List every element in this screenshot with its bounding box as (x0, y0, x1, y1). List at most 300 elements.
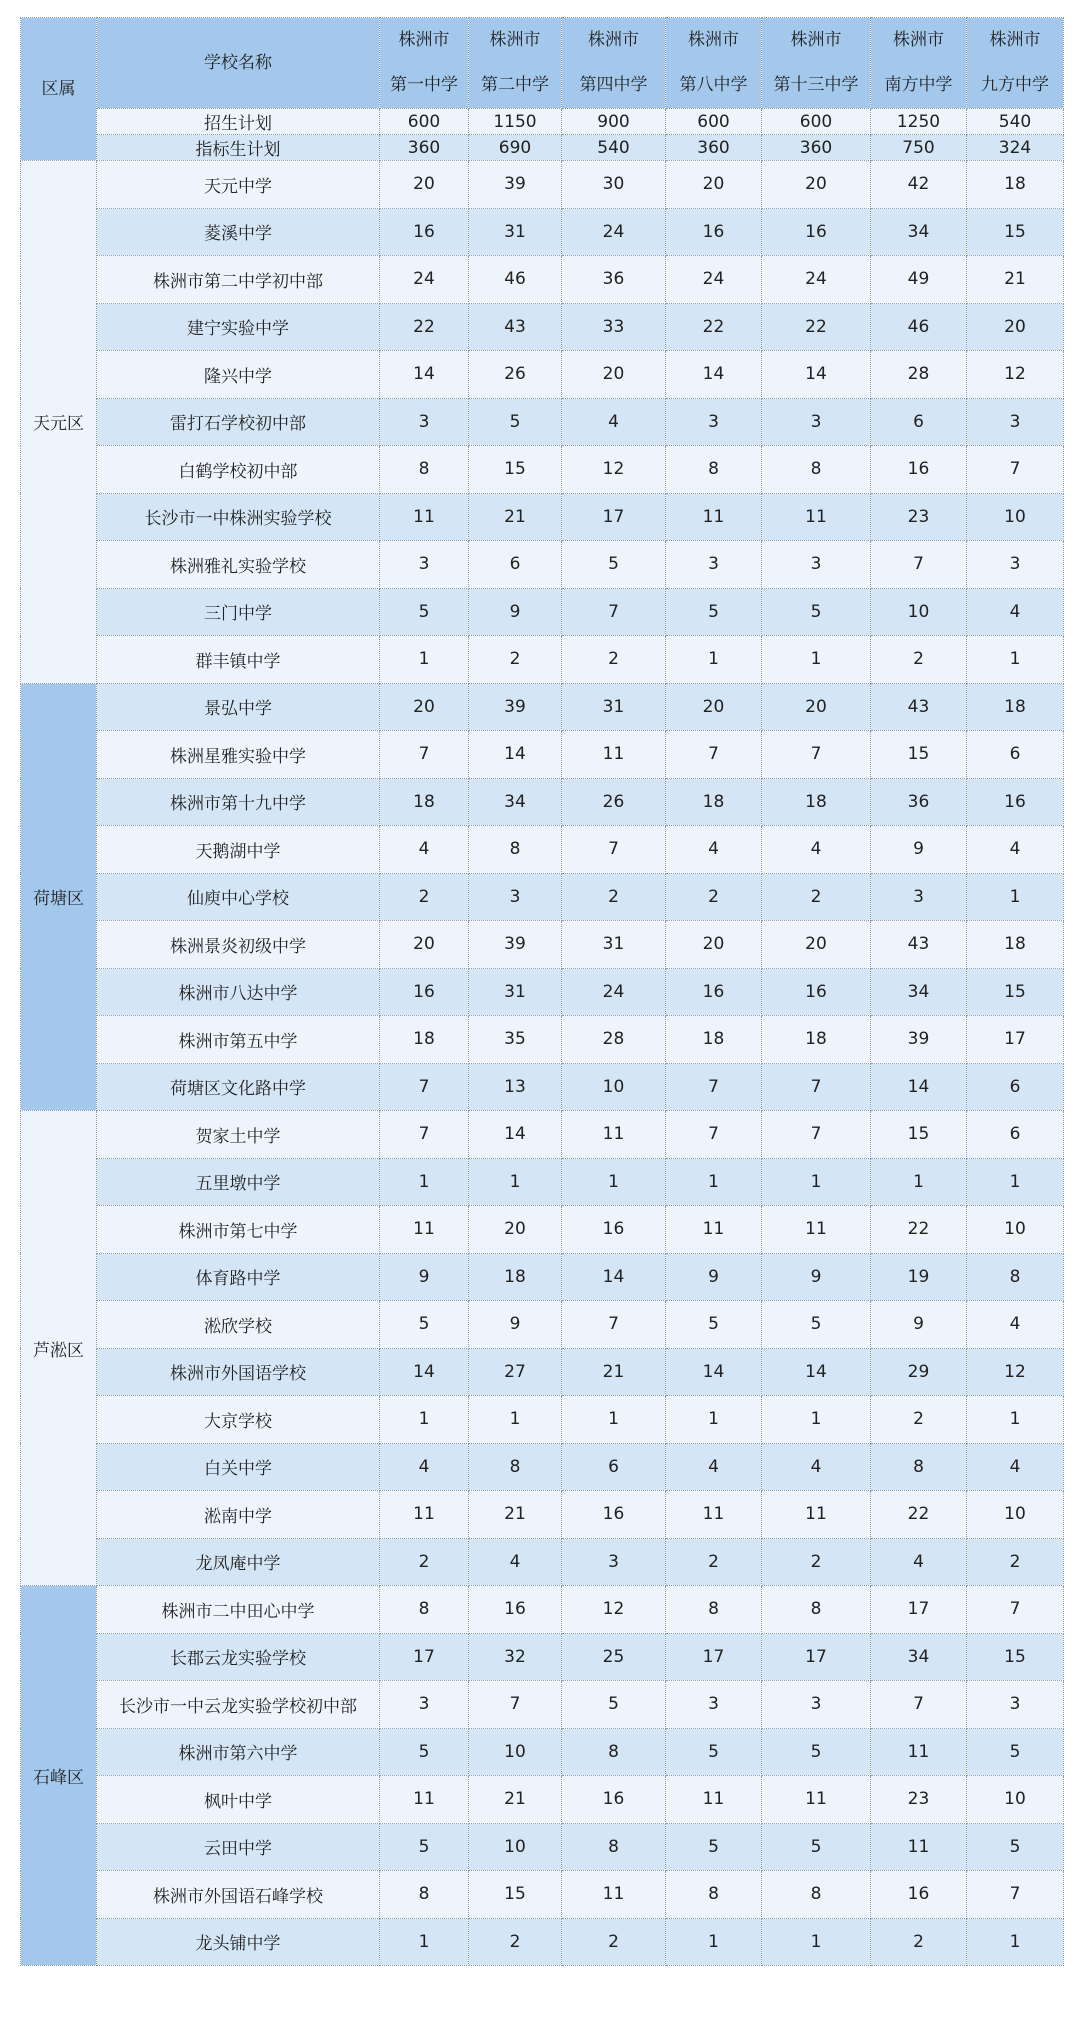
quota-value-cell: 2 (871, 636, 967, 684)
quota-value-cell: 8 (871, 1443, 967, 1491)
quota-value-cell: 1 (967, 873, 1064, 921)
quota-value-cell: 29 (871, 1348, 967, 1396)
school-header-line2: 第二中学 (481, 75, 549, 95)
quota-value-cell: 2 (562, 873, 666, 921)
table-row (21, 1301, 1064, 1349)
quota-value-cell: 35 (469, 1016, 562, 1064)
quota-value-cell: 11 (666, 1206, 762, 1254)
quota-value-cell: 7 (562, 1301, 666, 1349)
quota-value-cell: 1 (380, 1396, 469, 1444)
table-row (21, 1111, 1064, 1159)
summary-row (21, 109, 1064, 135)
quota-value-cell: 18 (469, 1253, 562, 1301)
school-header-line2: 九方中学 (981, 75, 1049, 95)
quota-value-cell: 3 (762, 1681, 871, 1729)
quota-value-cell: 16 (871, 1871, 967, 1919)
quota-value-cell: 14 (762, 1348, 871, 1396)
quota-value-cell: 2 (762, 873, 871, 921)
quota-value-cell: 43 (871, 921, 967, 969)
school-header-4 (562, 18, 666, 109)
table-row (21, 398, 1064, 446)
quota-value-cell: 24 (380, 256, 469, 304)
quota-value-cell: 21 (469, 1776, 562, 1824)
quota-value-cell: 11 (562, 1871, 666, 1919)
school-name-cell: 仙庾中心学校 (97, 873, 380, 921)
summary-value-cell: 750 (871, 135, 967, 161)
district-cell: 天元区 (21, 161, 97, 684)
quota-value-cell: 17 (666, 1633, 762, 1681)
school-name-cell: 大京学校 (97, 1396, 380, 1444)
quota-table-container (20, 17, 1064, 1966)
school-header-line1: 株洲市 (989, 30, 1041, 50)
school-name-header: 学校名称 (97, 18, 380, 109)
quota-value-cell: 18 (666, 1016, 762, 1064)
quota-value-cell: 33 (562, 303, 666, 351)
quota-value-cell: 4 (871, 1538, 967, 1586)
quota-value-cell: 9 (469, 1301, 562, 1349)
quota-value-cell: 14 (562, 1253, 666, 1301)
quota-value-cell: 1 (666, 636, 762, 684)
summary-row (21, 135, 1064, 161)
quota-value-cell: 2 (666, 873, 762, 921)
school-name-cell: 五里墩中学 (97, 1158, 380, 1206)
quota-value-cell: 1 (562, 1158, 666, 1206)
summary-value-cell: 540 (967, 109, 1064, 135)
school-name-cell: 长郡云龙实验学校 (97, 1633, 380, 1681)
quota-value-cell: 43 (469, 303, 562, 351)
quota-value-cell: 14 (469, 731, 562, 779)
quota-value-cell: 17 (380, 1633, 469, 1681)
quota-value-cell: 1 (871, 1158, 967, 1206)
quota-value-cell: 28 (562, 1016, 666, 1064)
summary-value-cell: 360 (380, 135, 469, 161)
summary-value-cell: 1150 (469, 109, 562, 135)
quota-value-cell: 1 (762, 636, 871, 684)
quota-value-cell: 34 (871, 968, 967, 1016)
school-name-cell: 龙头铺中学 (97, 1918, 380, 1966)
quota-value-cell: 3 (762, 398, 871, 446)
quota-value-cell: 1 (967, 1918, 1064, 1966)
quota-value-cell: 2 (666, 1538, 762, 1586)
quota-value-cell: 7 (871, 541, 967, 589)
quota-value-cell: 34 (871, 1633, 967, 1681)
quota-value-cell: 8 (762, 446, 871, 494)
quota-value-cell: 20 (967, 303, 1064, 351)
quota-value-cell: 20 (469, 1206, 562, 1254)
quota-value-cell: 3 (666, 398, 762, 446)
quota-value-cell: 31 (562, 921, 666, 969)
table-row (21, 588, 1064, 636)
quota-value-cell: 7 (762, 731, 871, 779)
school-header-line1: 株洲市 (398, 30, 450, 50)
quota-value-cell: 15 (967, 1633, 1064, 1681)
school-header-2 (469, 18, 562, 109)
quota-value-cell: 3 (967, 541, 1064, 589)
quota-value-cell: 1 (666, 1158, 762, 1206)
quota-value-cell: 19 (871, 1253, 967, 1301)
quota-value-cell: 20 (666, 683, 762, 731)
quota-value-cell: 9 (871, 1301, 967, 1349)
quota-value-cell: 11 (562, 1111, 666, 1159)
school-name-cell: 云田中学 (97, 1823, 380, 1871)
quota-value-cell: 6 (967, 1063, 1064, 1111)
quota-value-cell: 2 (380, 1538, 469, 1586)
quota-value-cell: 7 (967, 1871, 1064, 1919)
quota-value-cell: 12 (967, 351, 1064, 399)
quota-value-cell: 23 (871, 1776, 967, 1824)
quota-value-cell: 6 (967, 731, 1064, 779)
quota-value-cell: 7 (666, 1111, 762, 1159)
quota-value-cell: 4 (967, 588, 1064, 636)
school-name-cell: 株洲市第六中学 (97, 1728, 380, 1776)
school-name-cell: 长沙市一中云龙实验学校初中部 (97, 1681, 380, 1729)
quota-value-cell: 5 (380, 1728, 469, 1776)
quota-value-cell: 17 (762, 1633, 871, 1681)
school-name-cell: 株洲市第七中学 (97, 1206, 380, 1254)
school-name-cell: 菱溪中学 (97, 208, 380, 256)
school-name-cell: 隆兴中学 (97, 351, 380, 399)
quota-value-cell: 39 (871, 1016, 967, 1064)
quota-value-cell: 21 (469, 1491, 562, 1539)
quota-value-cell: 7 (762, 1063, 871, 1111)
school-header-line2: 第十三中学 (773, 75, 859, 95)
quota-value-cell: 7 (380, 731, 469, 779)
summary-value-cell: 324 (967, 135, 1064, 161)
quota-value-cell: 14 (469, 1111, 562, 1159)
quota-value-cell: 10 (967, 1206, 1064, 1254)
table-row (21, 1681, 1064, 1729)
quota-value-cell: 20 (380, 921, 469, 969)
quota-value-cell: 8 (967, 1253, 1064, 1301)
table-row (21, 1206, 1064, 1254)
quota-value-cell: 24 (562, 968, 666, 1016)
quota-value-cell: 11 (380, 1491, 469, 1539)
quota-value-cell: 5 (380, 588, 469, 636)
quota-value-cell: 11 (666, 1776, 762, 1824)
quota-value-cell: 8 (380, 1871, 469, 1919)
quota-value-cell: 4 (967, 826, 1064, 874)
quota-value-cell: 6 (562, 1443, 666, 1491)
table-row (21, 1063, 1064, 1111)
school-header-1 (380, 18, 469, 109)
quota-value-cell: 5 (380, 1301, 469, 1349)
quota-value-cell: 3 (380, 541, 469, 589)
table-row (21, 1586, 1064, 1634)
table-row (21, 921, 1064, 969)
quota-value-cell: 9 (762, 1253, 871, 1301)
quota-value-cell: 20 (762, 921, 871, 969)
quota-value-cell: 7 (380, 1063, 469, 1111)
district-cell: 石峰区 (21, 1586, 97, 1966)
quota-value-cell: 42 (871, 161, 967, 209)
quota-value-cell: 17 (871, 1586, 967, 1634)
summary-row-label: 招生计划 (97, 109, 380, 135)
quota-value-cell: 4 (762, 1443, 871, 1491)
school-name-cell: 建宁实验中学 (97, 303, 380, 351)
quota-value-cell: 3 (380, 398, 469, 446)
quota-value-cell: 14 (380, 351, 469, 399)
quota-value-cell: 15 (871, 731, 967, 779)
table-row (21, 873, 1064, 921)
quota-value-cell: 3 (967, 398, 1064, 446)
quota-value-cell: 36 (562, 256, 666, 304)
district-cell: 芦淞区 (21, 1111, 97, 1586)
school-name-cell: 群丰镇中学 (97, 636, 380, 684)
quota-value-cell: 5 (666, 1728, 762, 1776)
quota-value-cell: 4 (562, 398, 666, 446)
quota-value-cell: 5 (666, 1823, 762, 1871)
quota-value-cell: 46 (871, 303, 967, 351)
quota-value-cell: 1 (762, 1396, 871, 1444)
quota-value-cell: 1 (762, 1158, 871, 1206)
quota-value-cell: 20 (666, 161, 762, 209)
quota-value-cell: 11 (380, 493, 469, 541)
quota-value-cell: 20 (380, 683, 469, 731)
quota-value-cell: 5 (967, 1823, 1064, 1871)
quota-value-cell: 5 (666, 1301, 762, 1349)
quota-value-cell: 22 (762, 303, 871, 351)
school-header-line1: 株洲市 (688, 30, 739, 50)
quota-value-cell: 10 (967, 493, 1064, 541)
quota-value-cell: 7 (967, 1586, 1064, 1634)
quota-value-cell: 5 (762, 1728, 871, 1776)
quota-value-cell: 14 (380, 1348, 469, 1396)
quota-table (20, 17, 1064, 1966)
quota-value-cell: 4 (967, 1443, 1064, 1491)
quota-value-cell: 3 (562, 1538, 666, 1586)
quota-value-cell: 1 (967, 1158, 1064, 1206)
quota-value-cell: 7 (380, 1111, 469, 1159)
table-row (21, 1158, 1064, 1206)
summary-value-cell: 1250 (871, 109, 967, 135)
quota-value-cell: 2 (762, 1538, 871, 1586)
quota-value-cell: 2 (380, 873, 469, 921)
quota-value-cell: 8 (762, 1871, 871, 1919)
school-name-cell: 株洲景炎初级中学 (97, 921, 380, 969)
quota-value-cell: 11 (666, 1491, 762, 1539)
quota-value-cell: 18 (666, 778, 762, 826)
table-row (21, 1728, 1064, 1776)
quota-value-cell: 1 (967, 1396, 1064, 1444)
quota-value-cell: 16 (666, 968, 762, 1016)
quota-value-cell: 49 (871, 256, 967, 304)
quota-value-cell: 22 (871, 1491, 967, 1539)
quota-value-cell: 7 (967, 446, 1064, 494)
quota-value-cell: 15 (469, 446, 562, 494)
quota-value-cell: 11 (762, 493, 871, 541)
quota-value-cell: 4 (666, 1443, 762, 1491)
quota-value-cell: 8 (666, 446, 762, 494)
district-header: 区属 (21, 18, 97, 161)
school-name-cell: 长沙市一中株洲实验学校 (97, 493, 380, 541)
quota-value-cell: 27 (469, 1348, 562, 1396)
quota-value-cell: 20 (762, 683, 871, 731)
quota-value-cell: 2 (469, 1918, 562, 1966)
table-row (21, 1633, 1064, 1681)
school-name-cell: 株洲市外国语石峰学校 (97, 1871, 380, 1919)
quota-value-cell: 4 (469, 1538, 562, 1586)
quota-value-cell: 34 (871, 208, 967, 256)
quota-value-cell: 1 (469, 1158, 562, 1206)
quota-value-cell: 21 (967, 256, 1064, 304)
quota-value-cell: 10 (967, 1491, 1064, 1539)
quota-value-cell: 17 (967, 1016, 1064, 1064)
school-name-cell: 白关中学 (97, 1443, 380, 1491)
quota-value-cell: 8 (762, 1586, 871, 1634)
quota-value-cell: 9 (380, 1253, 469, 1301)
school-name-cell: 天鹅湖中学 (97, 826, 380, 874)
school-name-cell: 枫叶中学 (97, 1776, 380, 1824)
quota-value-cell: 5 (762, 588, 871, 636)
quota-value-cell: 3 (666, 1681, 762, 1729)
quota-value-cell: 30 (562, 161, 666, 209)
quota-value-cell: 7 (666, 1063, 762, 1111)
quota-value-cell: 16 (562, 1491, 666, 1539)
quota-value-cell: 24 (562, 208, 666, 256)
quota-value-cell: 8 (469, 826, 562, 874)
quota-value-cell: 6 (967, 1111, 1064, 1159)
school-header-line1: 株洲市 (489, 30, 541, 50)
school-name-cell: 株洲市第二中学初中部 (97, 256, 380, 304)
school-header-jiufang (967, 18, 1064, 109)
quota-value-cell: 11 (762, 1491, 871, 1539)
quota-value-cell: 14 (666, 1348, 762, 1396)
quota-value-cell: 20 (666, 921, 762, 969)
school-name-cell: 体育路中学 (97, 1253, 380, 1301)
table-row (21, 541, 1064, 589)
quota-value-cell: 1 (762, 1918, 871, 1966)
quota-value-cell: 21 (562, 1348, 666, 1396)
table-row (21, 731, 1064, 779)
quota-value-cell: 16 (762, 208, 871, 256)
school-header-line1: 株洲市 (790, 30, 842, 50)
quota-value-cell: 16 (666, 208, 762, 256)
quota-value-cell: 22 (871, 1206, 967, 1254)
quota-value-cell: 12 (967, 1348, 1064, 1396)
table-row (21, 1016, 1064, 1064)
table-row (21, 161, 1064, 209)
quota-value-cell: 1 (380, 1158, 469, 1206)
quota-value-cell: 5 (562, 541, 666, 589)
school-name-cell: 株洲雅礼实验学校 (97, 541, 380, 589)
quota-value-cell: 2 (967, 1538, 1064, 1586)
quota-value-cell: 9 (871, 826, 967, 874)
quota-value-cell: 11 (762, 1776, 871, 1824)
quota-value-cell: 8 (562, 1823, 666, 1871)
quota-value-cell: 5 (967, 1728, 1064, 1776)
school-header-nanfang (871, 18, 967, 109)
quota-value-cell: 31 (469, 208, 562, 256)
quota-value-cell: 5 (380, 1823, 469, 1871)
school-header-8 (666, 18, 762, 109)
quota-value-cell: 23 (871, 493, 967, 541)
quota-value-cell: 39 (469, 921, 562, 969)
quota-value-cell: 36 (871, 778, 967, 826)
quota-value-cell: 21 (469, 493, 562, 541)
summary-value-cell: 360 (666, 135, 762, 161)
quota-value-cell: 7 (562, 588, 666, 636)
quota-value-cell: 11 (871, 1728, 967, 1776)
quota-value-cell: 13 (469, 1063, 562, 1111)
quota-value-cell: 18 (967, 683, 1064, 731)
quota-value-cell: 17 (562, 493, 666, 541)
quota-value-cell: 5 (762, 1823, 871, 1871)
quota-value-cell: 10 (871, 588, 967, 636)
school-name-cell: 贺家土中学 (97, 1111, 380, 1159)
quota-value-cell: 11 (871, 1823, 967, 1871)
table-row (21, 446, 1064, 494)
quota-value-cell: 14 (666, 351, 762, 399)
table-row (21, 493, 1064, 541)
school-header-line1: 株洲市 (893, 30, 944, 50)
quota-value-cell: 14 (871, 1063, 967, 1111)
quota-value-cell: 24 (666, 256, 762, 304)
quota-value-cell: 16 (967, 778, 1064, 826)
quota-value-cell: 16 (380, 968, 469, 1016)
school-header-line1: 株洲市 (588, 30, 639, 50)
quota-value-cell: 31 (469, 968, 562, 1016)
school-name-cell: 白鹤学校初中部 (97, 446, 380, 494)
quota-value-cell: 1 (562, 1396, 666, 1444)
school-name-cell: 淞欣学校 (97, 1301, 380, 1349)
quota-value-cell: 5 (469, 398, 562, 446)
district-cell: 荷塘区 (21, 683, 97, 1111)
quota-value-cell: 32 (469, 1633, 562, 1681)
quota-value-cell: 7 (562, 826, 666, 874)
quota-value-cell: 7 (871, 1681, 967, 1729)
quota-value-cell: 26 (562, 778, 666, 826)
quota-value-cell: 1 (967, 636, 1064, 684)
quota-value-cell: 8 (380, 446, 469, 494)
quota-value-cell: 12 (562, 446, 666, 494)
quota-value-cell: 24 (762, 256, 871, 304)
quota-value-cell: 4 (666, 826, 762, 874)
school-name-cell: 雷打石学校初中部 (97, 398, 380, 446)
table-row (21, 256, 1064, 304)
quota-value-cell: 22 (666, 303, 762, 351)
quota-value-cell: 11 (562, 731, 666, 779)
school-name-cell: 株洲星雅实验中学 (97, 731, 380, 779)
table-row (21, 1871, 1064, 1919)
table-row (21, 683, 1064, 731)
quota-value-cell: 34 (469, 778, 562, 826)
school-name-cell: 天元中学 (97, 161, 380, 209)
quota-value-cell: 46 (469, 256, 562, 304)
school-header-line2: 第八中学 (679, 75, 748, 95)
quota-value-cell: 20 (762, 161, 871, 209)
quota-value-cell: 9 (469, 588, 562, 636)
quota-value-cell: 4 (762, 826, 871, 874)
quota-value-cell: 43 (871, 683, 967, 731)
quota-value-cell: 2 (562, 636, 666, 684)
quota-value-cell: 18 (967, 921, 1064, 969)
table-row (21, 303, 1064, 351)
quota-value-cell: 12 (562, 1586, 666, 1634)
school-name-cell: 株洲市第五中学 (97, 1016, 380, 1064)
quota-value-cell: 4 (380, 826, 469, 874)
quota-value-cell: 3 (871, 873, 967, 921)
table-row (21, 636, 1064, 684)
summary-value-cell: 600 (380, 109, 469, 135)
quota-value-cell: 3 (762, 541, 871, 589)
school-name-cell: 株洲市外国语学校 (97, 1348, 380, 1396)
table-row (21, 1776, 1064, 1824)
quota-value-cell: 6 (871, 398, 967, 446)
quota-value-cell: 8 (666, 1871, 762, 1919)
quota-value-cell: 20 (380, 161, 469, 209)
quota-value-cell: 16 (469, 1586, 562, 1634)
quota-value-cell: 16 (562, 1206, 666, 1254)
